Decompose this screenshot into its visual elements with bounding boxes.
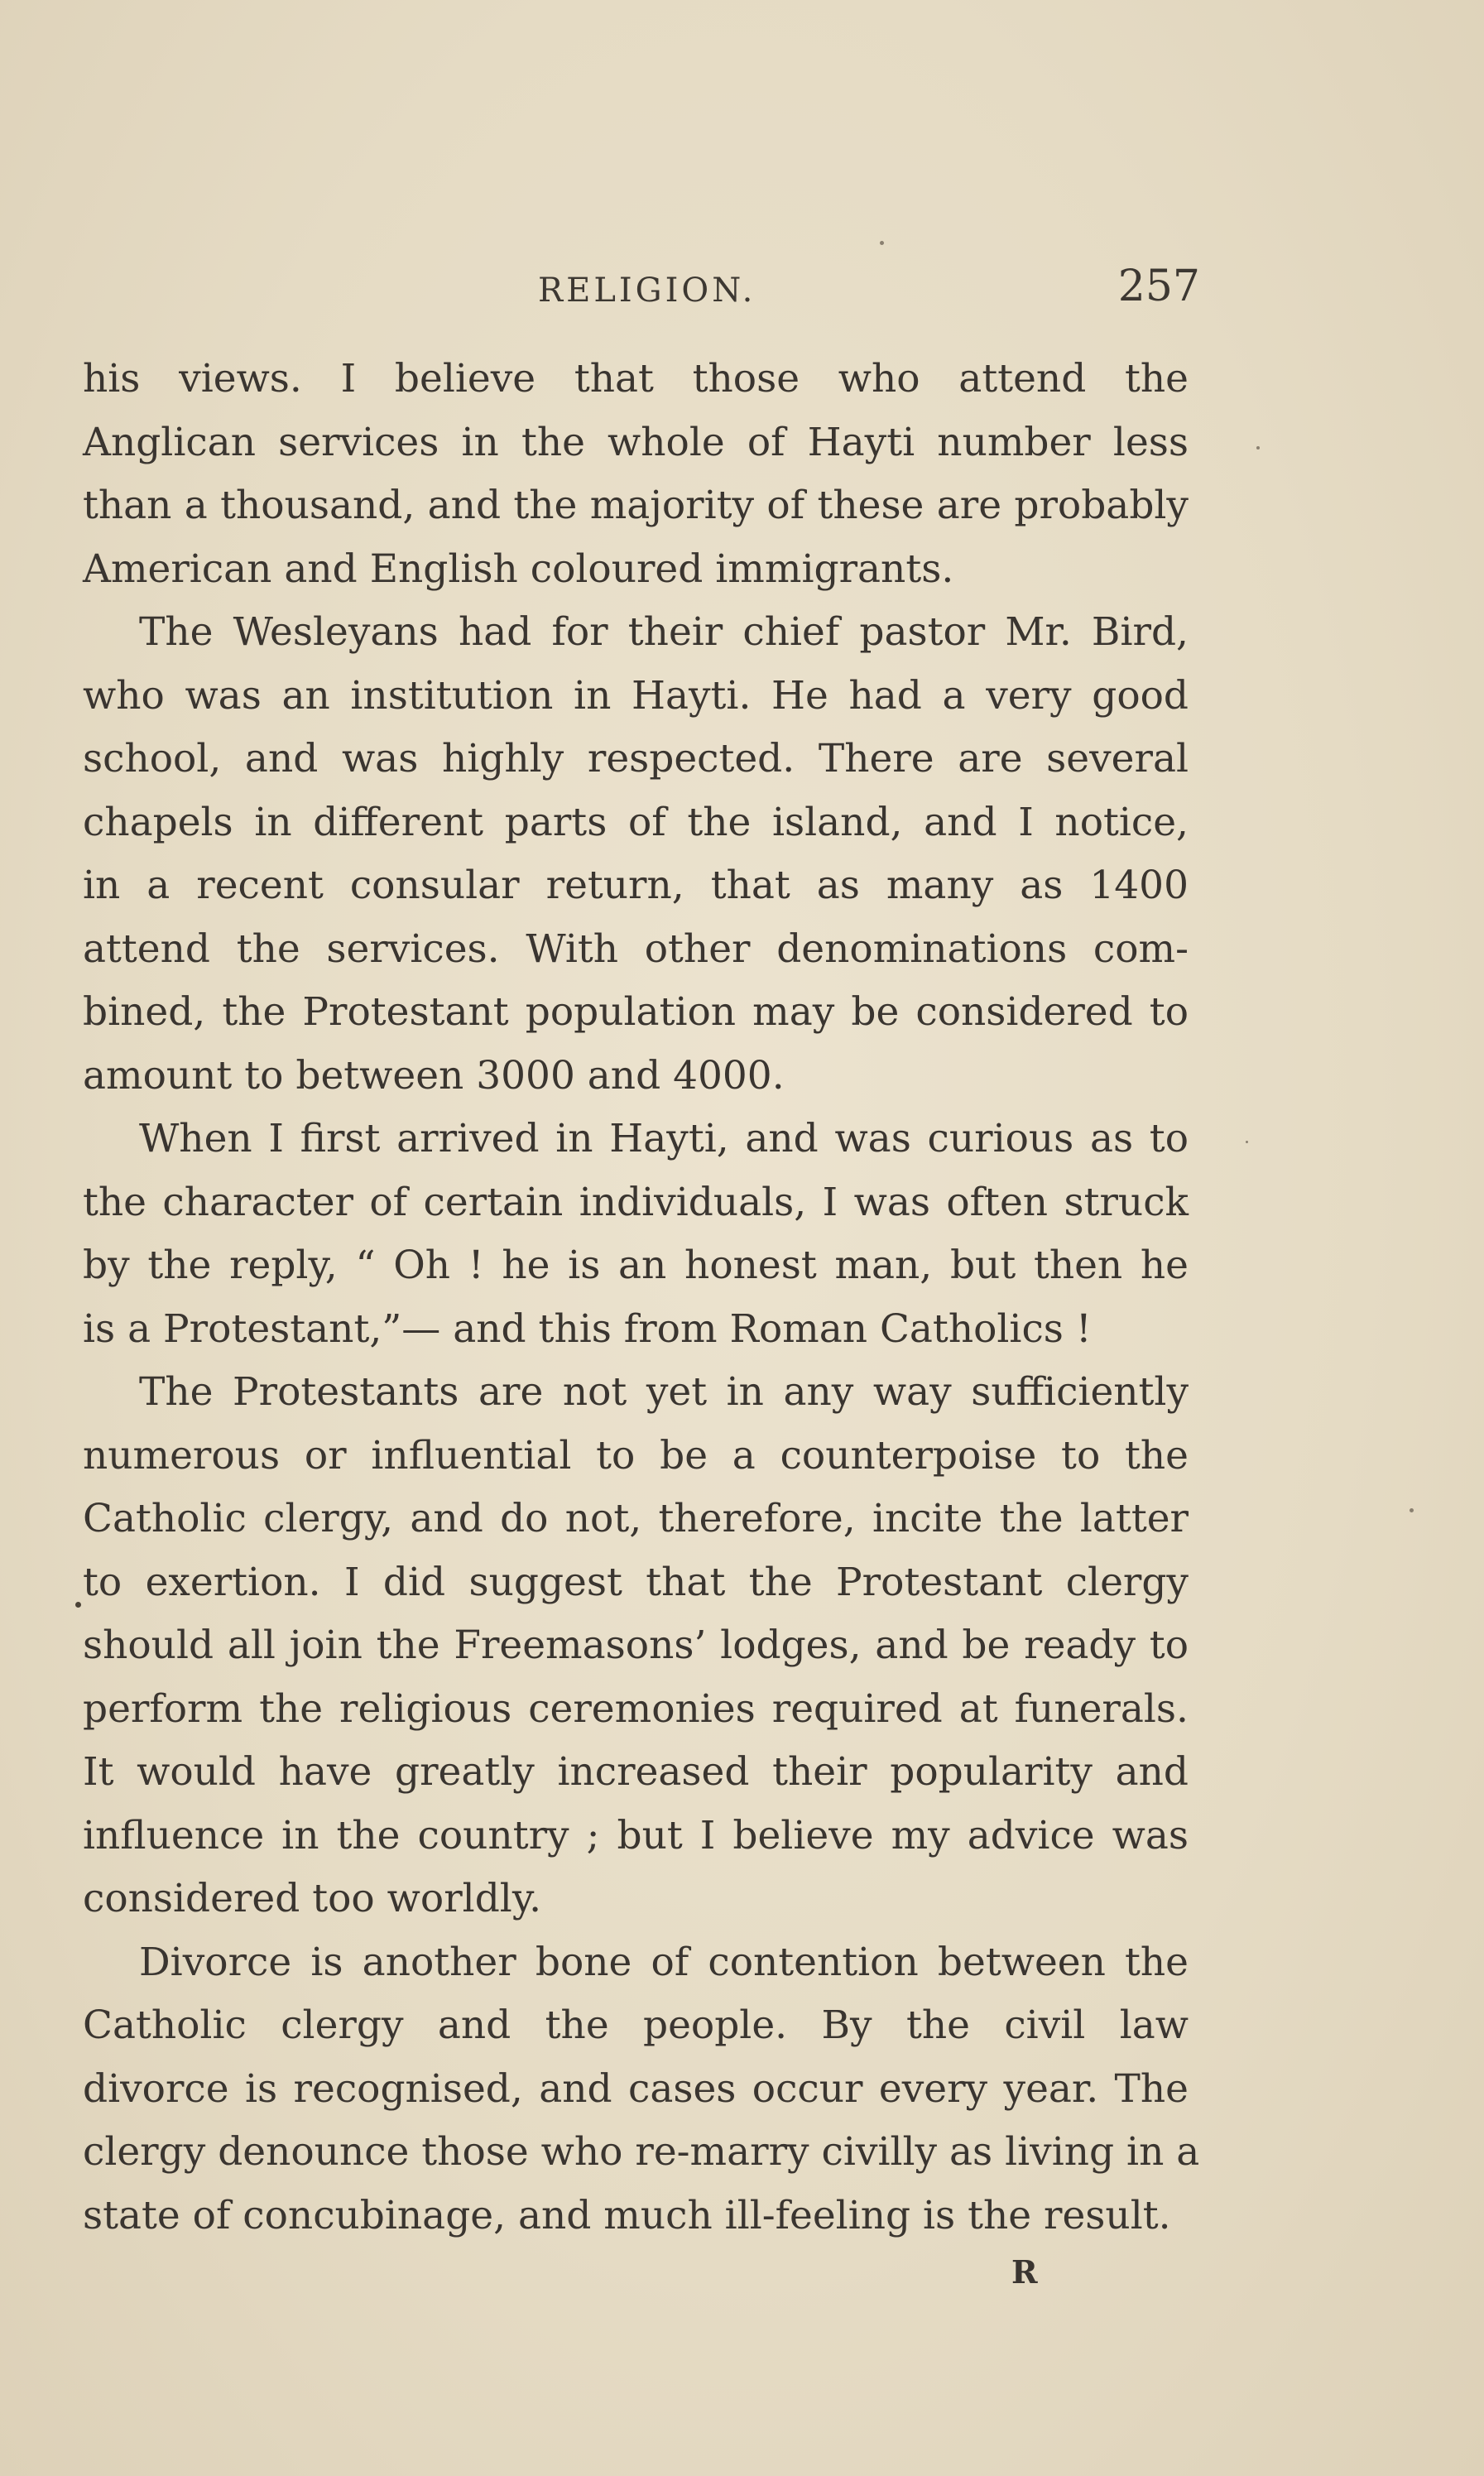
text-line: American and English coloured immigrants. <box>83 546 954 592</box>
text-line: influence in the country ; but I believe my advice was <box>83 1812 1189 1858</box>
paper-speck <box>1246 1141 1248 1143</box>
text-line: clergy denounce those who re-marry civilly as living in a <box>83 2129 1200 2175</box>
paper-speck <box>1256 446 1260 450</box>
text-line: Catholic clergy, and do not, therefore, incite the latter <box>83 1496 1189 1541</box>
page-number: 257 <box>1117 262 1200 311</box>
text-line: divorce is recognised, and cases occur every year. The <box>83 2065 1189 2112</box>
text-line: school, and was highly respected. There are several <box>83 736 1189 781</box>
text-line: should all join the Freemasons’ lodges, and be ready to <box>83 1623 1189 1668</box>
text-line: It would have greatly increased their popularity and <box>83 1749 1189 1795</box>
signature-mark: R <box>1011 2253 1038 2291</box>
text-line: state of concubinage, and much ill-feeling is the result. <box>83 2192 1171 2238</box>
text-line: Divorce is another bone of contention between the <box>139 1939 1189 1985</box>
text-line: chapels in different parts of the island, and I notice, <box>83 799 1189 845</box>
text-line: is a Protestant,”— and this from Roman Catholics ! <box>83 1305 1092 1352</box>
page-header <box>83 257 1200 323</box>
text-line: bined, the Protestant population may be considered to <box>83 989 1189 1035</box>
text-line: The Wesleyans had for their chief pastor Mr. Bird, <box>139 609 1189 655</box>
text-line: numerous or influential to be a counterpoise to the <box>83 1432 1189 1478</box>
body-text <box>83 348 1200 2248</box>
text-line: the character of certain individuals, I was often struck <box>83 1179 1189 1225</box>
paper-speck <box>1410 1508 1414 1512</box>
paper-speck <box>880 241 884 245</box>
text-line: Catholic clergy and the people. By the civil law <box>83 2002 1189 2048</box>
text-line: than a thousand, and the majority of these are probably <box>83 483 1189 528</box>
text-line: his views. I believe that those who attend the <box>83 356 1189 401</box>
running-title: RELIGION. <box>538 272 756 310</box>
paragraph <box>83 1361 1189 1931</box>
text-line: attend the services. With other denominations com- <box>83 925 1189 972</box>
text-line: who was an institution in Hayti. He had a very good <box>83 672 1189 719</box>
paragraph <box>83 1931 1200 2248</box>
paragraph <box>83 1108 1189 1361</box>
text-line: by the reply, “ Oh ! he is an honest man, but then he <box>83 1243 1189 1288</box>
paper-speck <box>75 1602 81 1608</box>
paragraph <box>83 348 1189 601</box>
text-line: amount to between 3000 and 4000. <box>83 1052 785 1099</box>
paragraph <box>83 601 1189 1108</box>
text-line: Anglican services in the whole of Hayti number less <box>83 419 1189 465</box>
text-line: When I first arrived in Hayti, and was curious as to <box>139 1116 1189 1161</box>
text-line: perform the religious ceremonies required at funerals. <box>83 1685 1189 1732</box>
text-line: in a recent consular return, that as many as 1400 <box>83 863 1189 908</box>
text-line: to exertion. I did suggest that the Protestant clergy <box>83 1559 1189 1605</box>
text-line: The Protestants are not yet in any way sufficiently <box>139 1369 1189 1415</box>
text-line: considered too worldly. <box>83 1876 542 1921</box>
